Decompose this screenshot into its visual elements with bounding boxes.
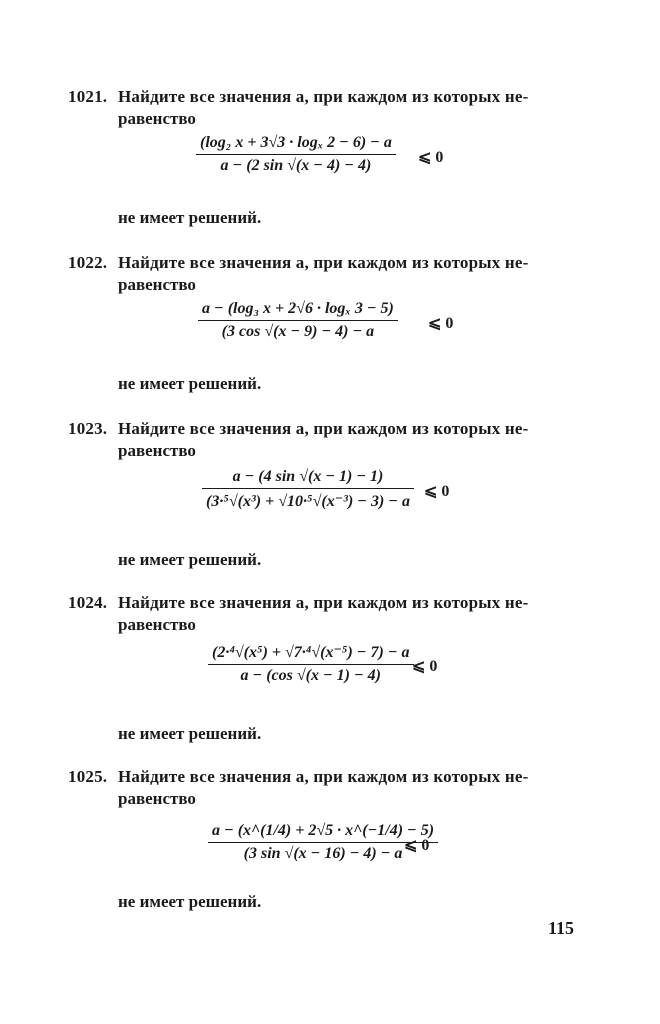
problem-statement-line1: Найдите все значения a, при каждом из которых не- xyxy=(118,253,529,272)
inequality xyxy=(68,810,588,892)
problem-statement-line2: равенство xyxy=(118,275,196,294)
problem-statement-line1: Найдите все значения a, при каждом из которых не- xyxy=(118,593,529,612)
problem-tail: не имеет решений. xyxy=(118,892,262,911)
problem-statement-line1: Найдите все значения a, при каждом из которых не- xyxy=(118,767,529,786)
relation: ⩽ 0 xyxy=(424,483,450,500)
numerator: a − (4 sin √(x − 1) − 1) xyxy=(232,468,384,485)
fraction xyxy=(196,132,396,177)
problem-number: 1025. xyxy=(68,767,108,786)
denominator: (3·⁵√(x³) + √10·⁵√(x⁻³) − 3) − a xyxy=(206,493,410,510)
denominator: (3 cos √(x − 9) − 4) − a xyxy=(221,323,375,340)
numerator: a − (log₃ x + 2√6 · logₓ 3 − 5) xyxy=(202,300,394,317)
inequality xyxy=(68,130,588,208)
problem-statement-line1: Найдите все значения a, при каждом из которых не- xyxy=(118,87,529,106)
relation: ⩽ 0 xyxy=(428,315,454,332)
problem-1023 xyxy=(68,418,588,570)
page-number: 115 xyxy=(548,918,575,938)
denominator: (3 sin √(x − 16) − 4) − a xyxy=(243,845,403,862)
relation: ⩽ 0 xyxy=(418,149,444,166)
problem-statement-line2: равенство xyxy=(118,441,196,460)
numerator: (log₂ x + 3√3 · logₓ 2 − 6) − a xyxy=(200,134,392,151)
denominator: a − (cos √(x − 1) − 4) xyxy=(240,667,382,684)
relation: ⩽ 0 xyxy=(412,658,438,675)
problem-number: 1023. xyxy=(68,419,108,438)
fraction xyxy=(198,298,398,343)
fraction xyxy=(208,640,414,687)
numerator: (2·⁴√(x⁵) + √7·⁴√(x⁻⁵) − 7) − a xyxy=(212,644,410,661)
problem-1021 xyxy=(68,86,588,228)
problem-number: 1024. xyxy=(68,593,108,612)
problem-statement-line2: равенство xyxy=(118,615,196,634)
problem-number: 1022. xyxy=(68,253,108,272)
relation: ⩽ 0 xyxy=(404,837,430,854)
problem-tail: не имеет решений. xyxy=(118,374,262,393)
problem-1025 xyxy=(68,766,588,912)
problem-statement-line1: Найдите все значения a, при каждом из которых не- xyxy=(118,419,529,438)
problem-1022 xyxy=(68,252,588,394)
problem-tail: не имеет решений. xyxy=(118,724,262,743)
problem-tail: не имеет решений. xyxy=(118,550,262,569)
problem-statement-line2: равенство xyxy=(118,789,196,808)
fraction xyxy=(202,466,414,513)
denominator: a − (2 sin √(x − 4) − 4) xyxy=(220,157,372,174)
inequality xyxy=(68,296,588,374)
problem-number: 1021. xyxy=(68,87,108,106)
inequality xyxy=(68,462,588,550)
inequality xyxy=(68,636,588,724)
numerator: a − (x^(1/4) + 2√5 · x^(−1/4) − 5) xyxy=(212,822,435,839)
problem-tail: не имеет решений. xyxy=(118,208,262,227)
problem-1024 xyxy=(68,592,588,744)
problem-statement-line2: равенство xyxy=(118,109,196,128)
